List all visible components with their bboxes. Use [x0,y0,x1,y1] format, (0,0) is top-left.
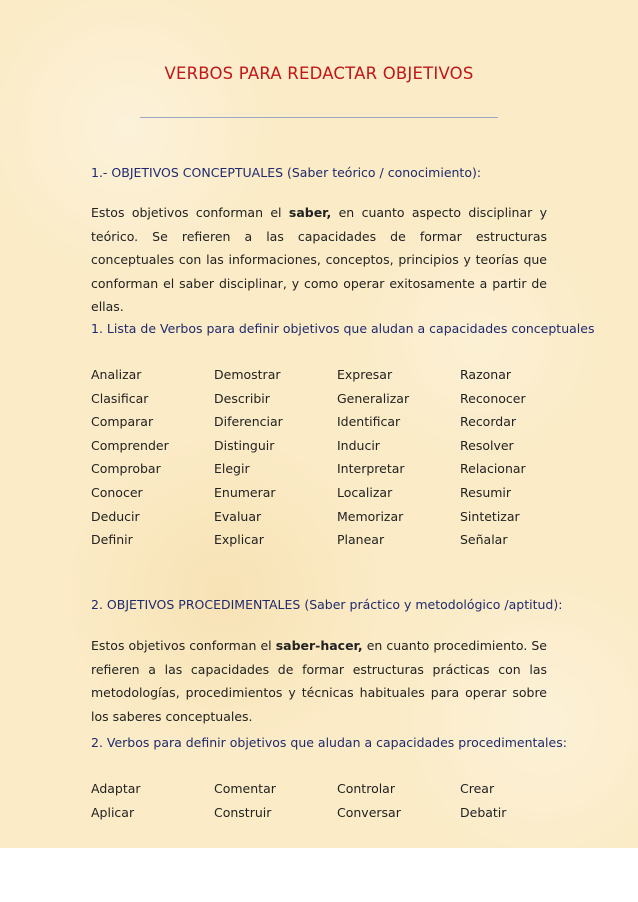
section1-para-bold: saber, [288,205,332,220]
verb-item: Resumir [460,484,512,500]
document-title: VERBOS PARA REDACTAR OBJETIVOS [164,64,474,83]
section1-verb-grid [91,366,551,555]
section1-paragraph [91,201,547,319]
verb-item: Distinguir [214,437,275,453]
section2-list-heading: 2. Verbos para definir objetivos que aludan a capacidades procedimentales: [91,735,567,750]
verb-item: Evaluar [214,508,262,524]
verb-item: Crear [460,781,495,796]
section2-para-bold: saber-hacer, [275,638,363,653]
verb-item: Aplicar [91,804,135,820]
verb-item: Comentar [214,781,276,796]
verb-item: Comprender [91,437,169,453]
section1-heading: 1.- OBJETIVOS CONCEPTUALES (Saber teórico / conocimiento): [91,165,482,180]
verb-item: Conversar [337,804,401,820]
verb-item: Resolver [460,437,514,453]
verb-item: Reconocer [460,390,526,406]
verb-item: Definir [91,532,133,548]
verb-item: Inducir [337,437,380,453]
verb-item: Relacionar [460,461,526,477]
verb-item: Localizar [337,484,393,500]
verb-item: Recordar [460,414,516,430]
verb-item: Controlar [337,781,395,796]
section2-heading: 2. OBJETIVOS PROCEDIMENTALES (Saber práctico y metodológico /aptitud): [91,597,563,612]
verb-item: Generalizar [337,390,410,406]
verb-item: Describir [214,390,270,406]
verb-item: Sintetizar [460,508,520,524]
verb-item: Analizar [91,367,142,382]
section1-para-post: en cuanto aspecto disciplinar y teórico. Se refieren a las capacidades de formar estructuras conceptuales con las informaciones, conceptos, principios y teorías que conforman el saber disciplinar, y como operar exitosamente a partir de ellas. [91,205,548,315]
verb-item: Diferenciar [214,414,283,430]
verb-item: Memorizar [337,508,404,524]
verb-item: Elegir [214,461,250,477]
section2-paragraph [91,634,547,728]
verb-item: Enumerar [214,484,276,500]
title-divider [140,117,498,118]
section1-list-heading: 1. Lista de Verbos para definir objetivos que aludan a capacidades conceptuales [91,321,595,336]
section2-para-pre: Estos objetivos conforman el [91,638,276,653]
verb-item: Construir [214,804,272,820]
verb-item: Clasificar [91,390,149,406]
verb-item: Demostrar [214,367,281,382]
section2-verb-grid [91,780,551,827]
verb-item: Razonar [460,367,512,382]
verb-item: Interpretar [337,461,405,477]
verb-item: Explicar [214,532,264,548]
verb-item: Planear [337,532,385,548]
verb-item: Conocer [91,484,143,500]
verb-item: Comprobar [91,461,161,477]
verb-item: Comparar [91,414,154,430]
verb-item: Deducir [91,508,140,524]
section2-para-post: en cuanto procedimiento. Se refieren a las capacidades de formar estructuras prácticas con las metodologías, procedimientos y técnicas habituales para operar sobre los saberes conceptuales. [91,638,547,724]
section1-para-pre: Estos objetivos conforman el [91,205,289,220]
verb-item: Identificar [337,414,401,430]
verb-item: Debatir [460,804,507,820]
verb-item: Señalar [460,532,508,548]
verb-item: Expresar [337,367,393,382]
verb-item: Adaptar [91,781,141,796]
